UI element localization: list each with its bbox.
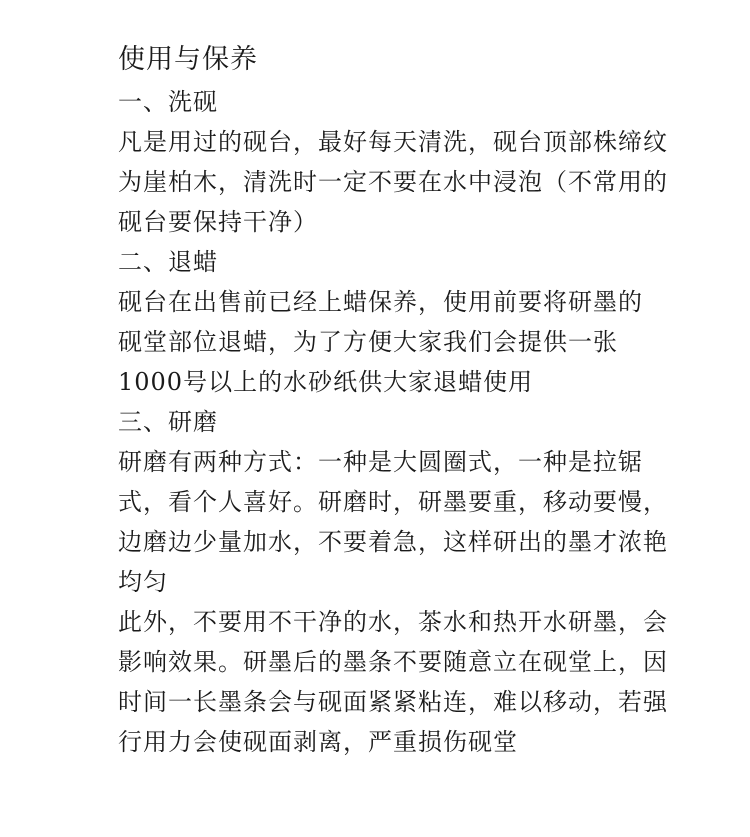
text-line: 凡是用过的砚台，最好每天清洗，砚台顶部株缔纹 bbox=[118, 128, 668, 156]
page-title: 使用与保养 bbox=[118, 44, 258, 75]
section-body-grinding bbox=[118, 442, 668, 602]
document-page bbox=[118, 38, 668, 762]
section-body-dewax bbox=[118, 282, 643, 402]
text-line: 砚台要保持干净） bbox=[118, 208, 318, 236]
text-line: 边磨边少量加水，不要着急，这样研出的墨才浓艳 bbox=[118, 528, 668, 556]
text-line: 均匀 bbox=[118, 568, 168, 596]
text-line: 式，看个人喜好。研磨时，研墨要重，移动要慢， bbox=[118, 488, 668, 516]
text-line: 砚台在出售前已经上蜡保养，使用前要将研墨的 bbox=[118, 288, 643, 316]
text-line: 影响效果。研墨后的墨条不要随意立在砚堂上，因 bbox=[118, 648, 668, 676]
text-line: 研磨有两种方式：一种是大圆圈式，一种是拉锯 bbox=[118, 448, 643, 476]
text-line: 为崖柏木，清洗时一定不要在水中浸泡（不常用的 bbox=[118, 168, 668, 196]
text-line: 砚堂部位退蜡，为了方便大家我们会提供一张 bbox=[118, 328, 618, 356]
text-line: 时间一长墨条会与砚面紧紧粘连，难以移动，若强 bbox=[118, 688, 668, 716]
text-line: 1000号以上的水砂纸供大家退蜡使用 bbox=[118, 368, 534, 396]
section-heading-dewax: 二、退蜡 bbox=[118, 248, 218, 276]
section-heading-wash: 一、洗砚 bbox=[118, 88, 218, 116]
text-line: 行用力会使砚面剥离，严重损伤砚堂 bbox=[118, 728, 518, 756]
section-heading-grinding: 三、研磨 bbox=[118, 408, 218, 436]
text-line: 此外，不要用不干净的水，茶水和热开水研墨，会 bbox=[118, 608, 668, 636]
extra-paragraph bbox=[118, 602, 668, 762]
section-body-wash bbox=[118, 122, 668, 242]
